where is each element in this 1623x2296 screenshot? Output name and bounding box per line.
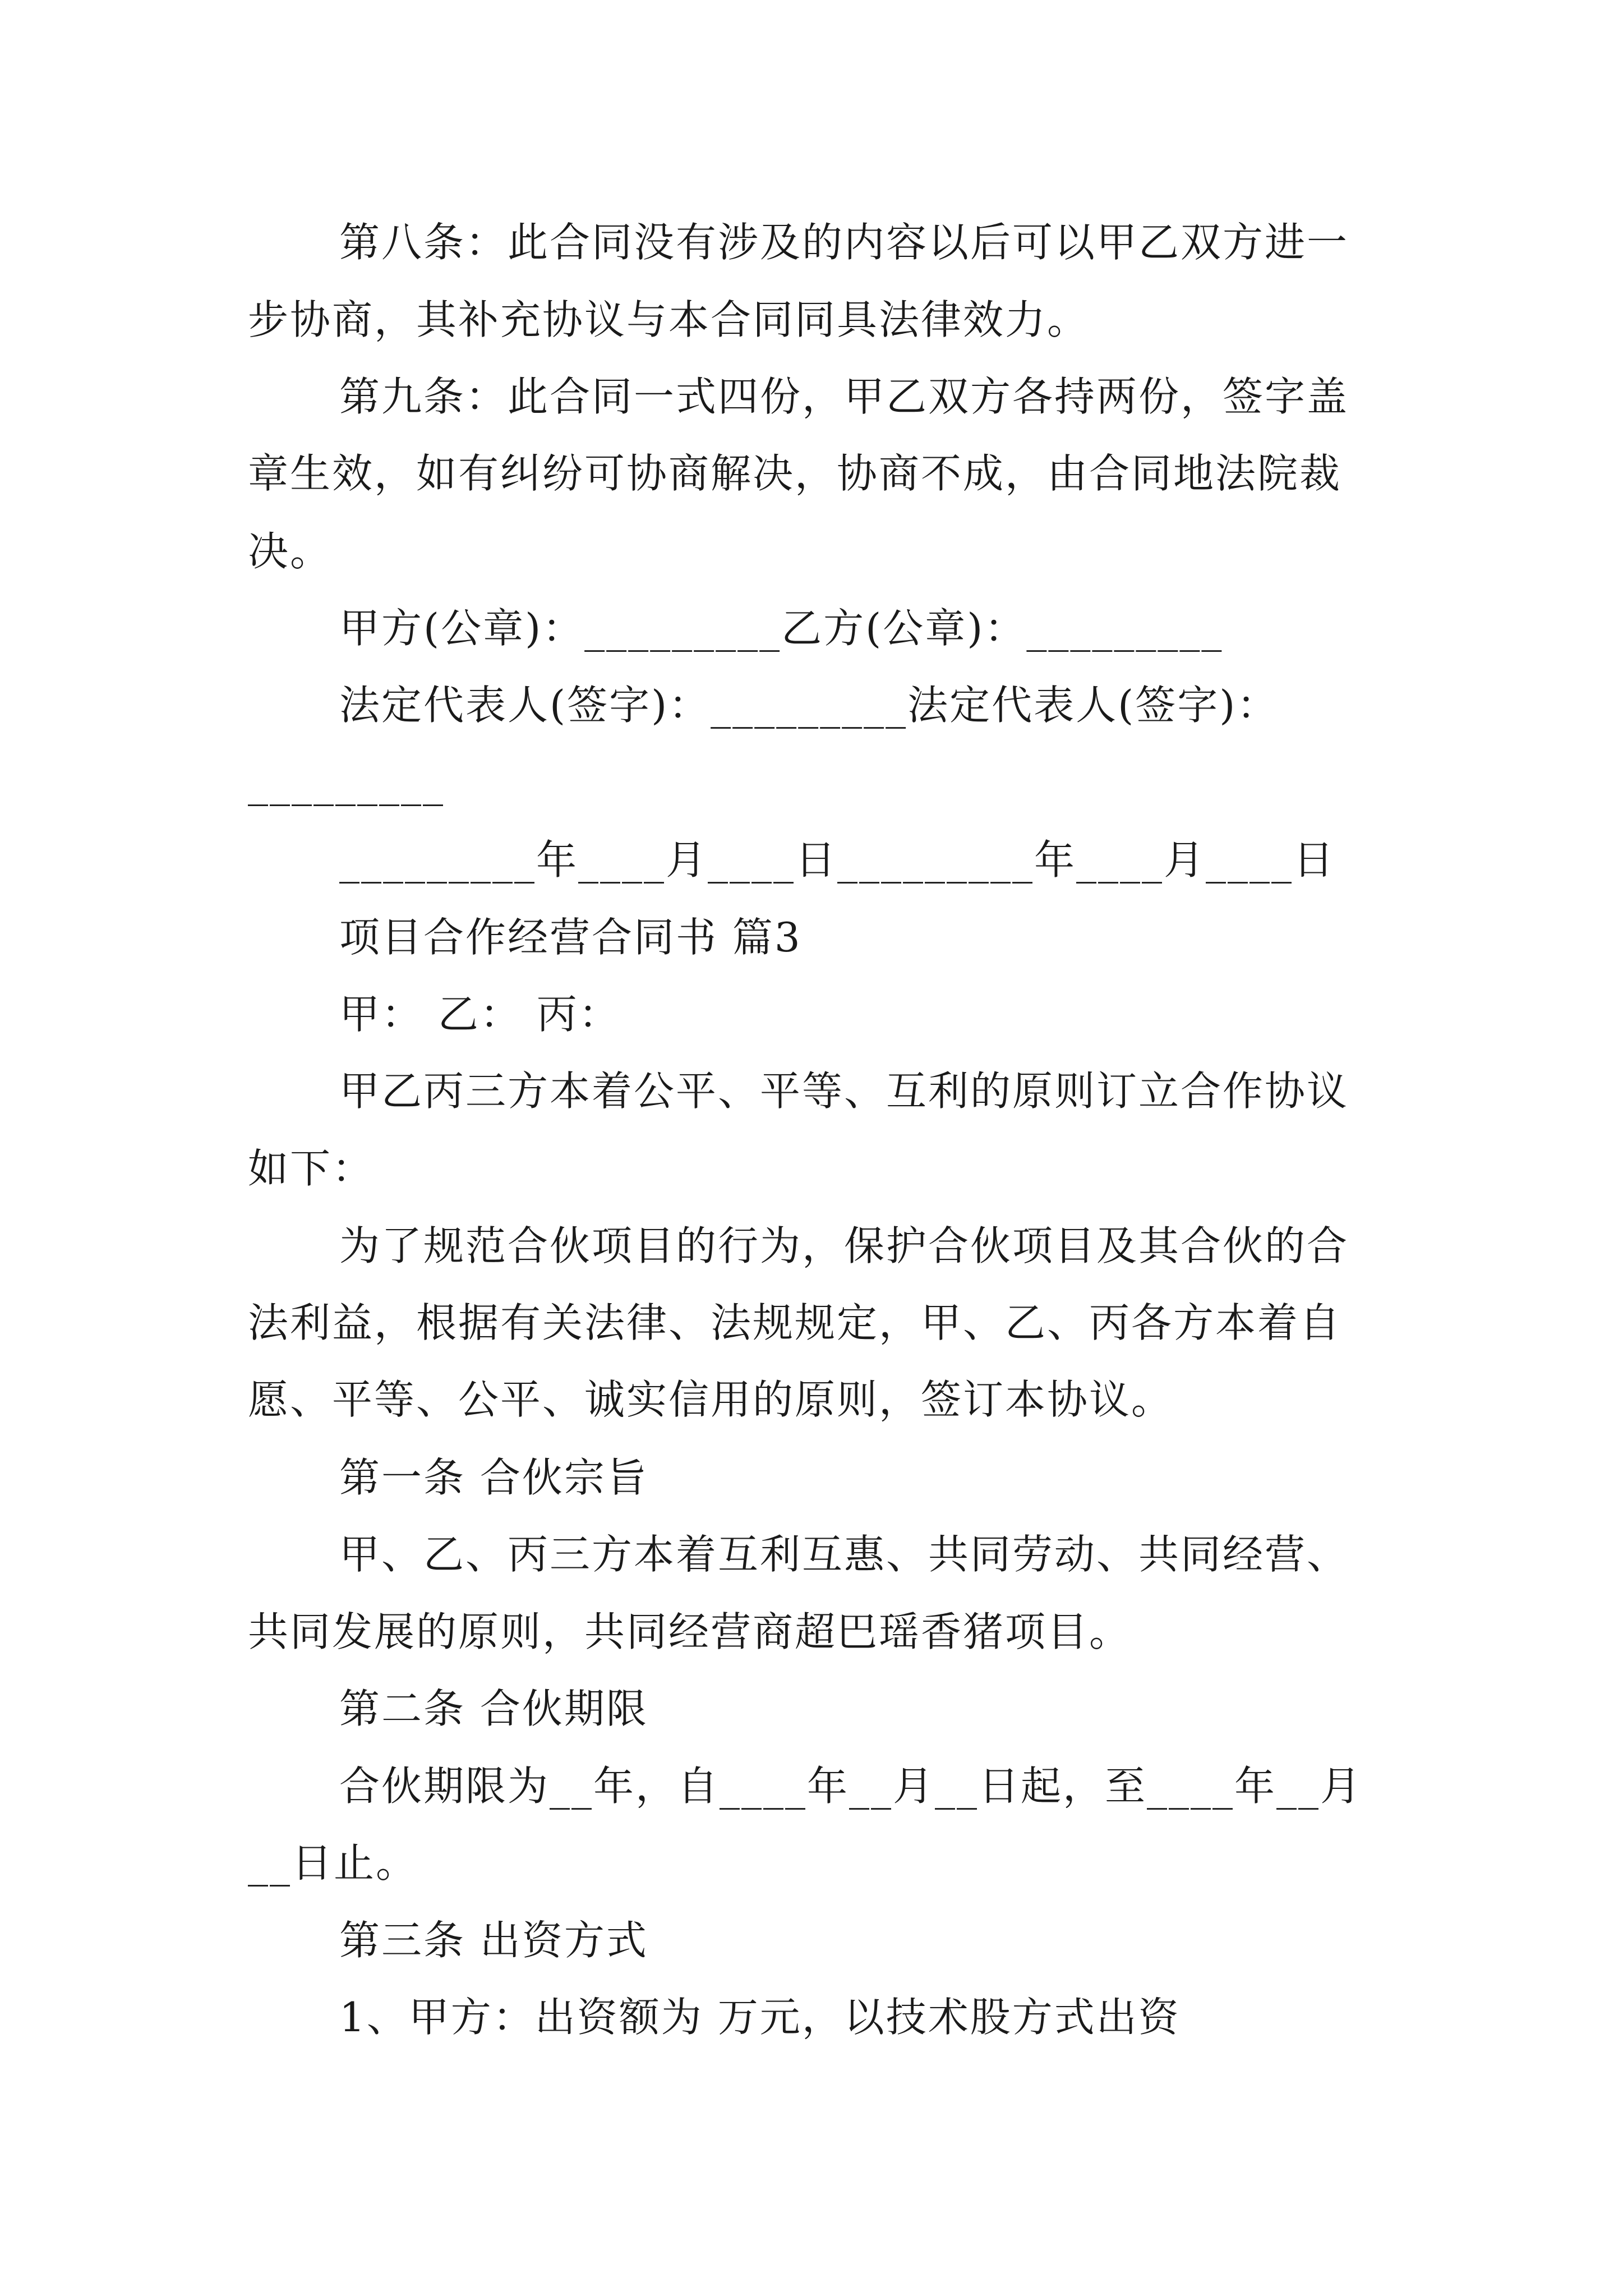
parties-line: 甲： 乙： 丙： (339, 991, 621, 1038)
article-2-line-1: 合伙期限为__年，自____年__月__日起，至____年__月 (339, 1763, 1363, 1810)
article-9-line-3: 决。 (248, 528, 333, 575)
party-seal-line: 甲方(公章)：_________乙方(公章)：_________ (339, 605, 1224, 652)
article-1-heading: 第一条 合伙宗旨 (339, 1454, 648, 1501)
date-line: _________年____月____日_________年____月____日 (339, 836, 1335, 884)
article-9-line-1: 第九条：此合同一式四份，甲乙双方各持两份，签字盖 (339, 373, 1349, 420)
article-1-line-1: 甲、乙、丙三方本着互利互惠、共同劳动、共同经营、 (339, 1531, 1349, 1578)
article-1-line-2: 共同发展的原则，共同经营商超巴瑶香猪项目。 (248, 1608, 1132, 1655)
purpose-line-3: 愿、平等、公平、诚实信用的原则，签订本协议。 (248, 1376, 1174, 1423)
article-8-line-2: 步协商，其补充协议与本合同同具法律效力。 (248, 296, 1090, 343)
legal-rep-signature-line: 法定代表人(签字)：_________法定代表人(签字)： (339, 682, 1279, 729)
article-2-line-2: __日止。 (248, 1839, 418, 1887)
purpose-line-2: 法利益，根据有关法律、法规规定，甲、乙、丙各方本着自 (248, 1299, 1342, 1346)
article-3-heading: 第三条 出资方式 (339, 1917, 648, 1964)
section-title: 项目合作经营合同书 篇3 (339, 914, 802, 961)
article-9-line-2: 章生效，如有纠纷可协商解决，协商不成，由合同地法院裁 (248, 450, 1342, 497)
purpose-line-1: 为了规范合伙项目的行为，保护合伙项目及其合伙的合 (339, 1222, 1349, 1269)
legal-rep-signature-blank: _________ (248, 759, 445, 806)
preamble-line-1: 甲乙丙三方本着公平、平等、互利的原则订立合作协议 (339, 1068, 1349, 1115)
preamble-line-2: 如下： (248, 1145, 375, 1192)
article-2-heading: 第二条 合伙期限 (339, 1685, 648, 1732)
article-3-line-1: 1、甲方：出资额为 万元，以技术股方式出资 (339, 1994, 1181, 2041)
article-8-line-1: 第八条：此合同没有涉及的内容以后可以甲乙双方进一 (339, 219, 1349, 266)
